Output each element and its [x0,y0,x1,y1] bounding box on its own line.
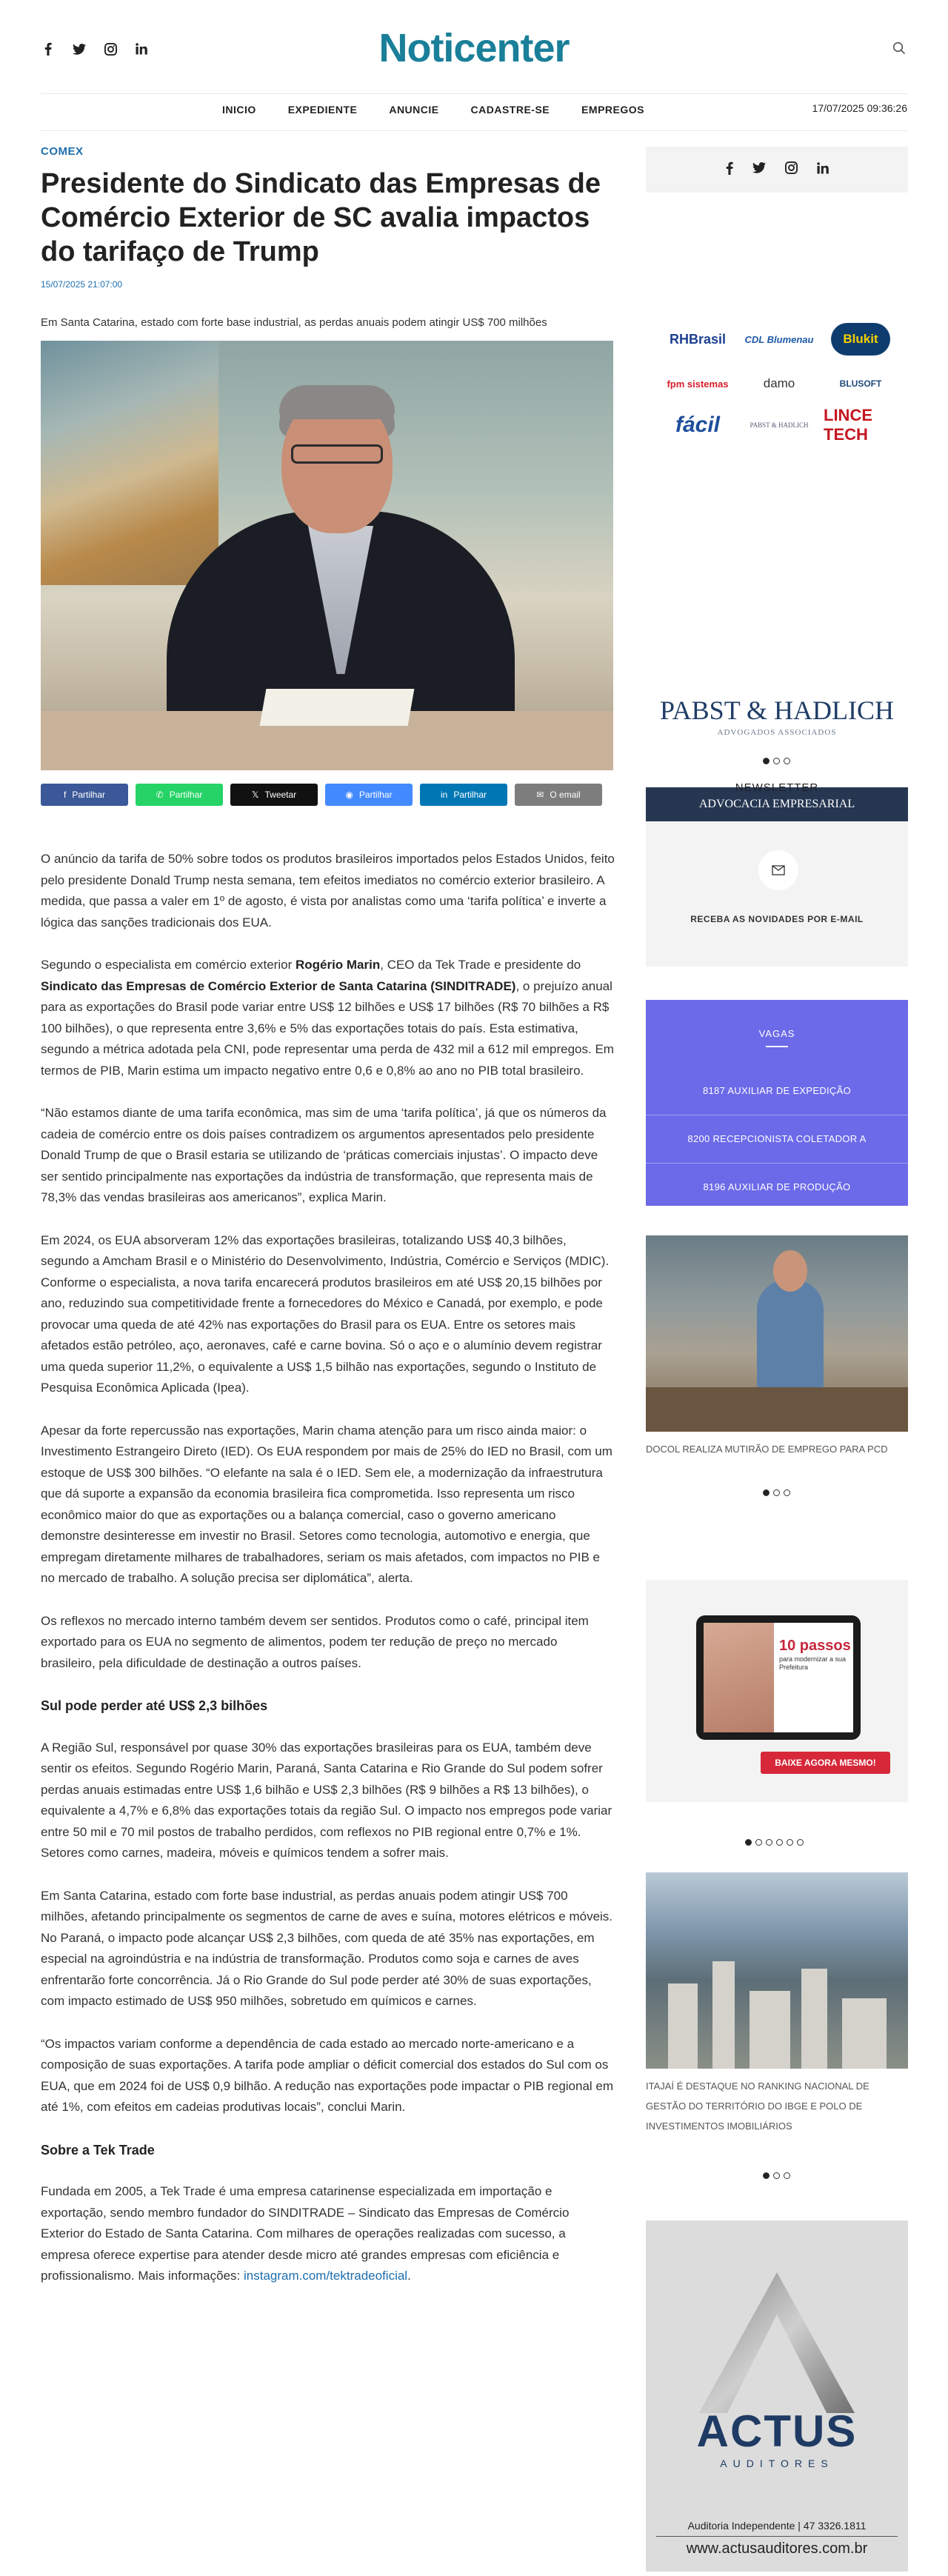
job-item[interactable]: 8200 RECEPCIONISTA COLETADOR A [687,1133,867,1144]
news-carousel-dots [763,1489,790,1496]
header-social [41,41,149,56]
prefeitura-ad-banner[interactable] [646,1580,908,1802]
share-bar [41,784,615,806]
article [41,145,615,2309]
newsletter-cta[interactable]: RECEBA AS NOVIDADES POR E-MAIL [690,914,864,924]
pabst-hadlich-banner[interactable] [646,532,908,858]
twitter-icon[interactable] [72,41,87,56]
actus-sub: AUDITORES [720,2457,834,2469]
paragraph: O anúncio da tarifa de 50% sobre todos os produtos brasileiros importados pelos Estados Unidos, feito pelo presidente Donald Trump nesta semana, tem efeitos imediatos no comércio exterior brasileiro. A medida, que passa a valer em 1º de agosto, é vista por analistas como uma ‘tarifa política’ e inverte a lógica das sanções tradicionais dos EUA. [41,852,615,930]
carousel-dot[interactable] [773,758,780,764]
x-icon: 𝕏 [251,790,259,800]
share-linkedin-button[interactable] [420,784,507,806]
pabst-banner-name: PABST & HADLICH [659,695,895,725]
share-email-button[interactable] [515,784,602,806]
pabst-banner-tagline: ADVOGADOS ASSOCIADOS [717,728,837,737]
article-category[interactable]: COMEX [41,145,84,158]
share-messenger-button[interactable] [325,784,413,806]
photo-building [842,1998,887,2069]
carousel-dot[interactable] [773,2172,780,2179]
paragraph: Em 2024, os EUA absorveram 12% das exportações brasileiras, totalizando US$ 40,3 bilhões, segundo a Amcham Brasil e o Ministério do Desenvolvimento, Indústria, Comércio e Serviços (MDIC). Conforme o especialista, a nova tarifa encarecerá produtos brasileiros em até US$ 20,15 bilhões por ano, reduzindo sua competitividade frente a fornecedores do México e Canadá, por exemplo, e pode provocar uma queda de até 42% nas exportações do Brasil para os EUA. Entre os setores mais afetados estão petróleo, aço, aeronaves, café e carne bovina. Só o aço e o alumínio devem registrar uma queda superior 11,2%, o equivalente a US$ 1,5 bilhão nas exportações, segundo o Instituto de Pesquisa Econômica Aplicada (Ipea). [41,1232,610,1395]
carousel-dot[interactable] [763,2172,770,2179]
paragraph: “Os impactos variam conforme a dependência de cada estado ao mercado norte-americano e a composição de suas exportações. A tarifa pode ampliar o déficit comercial dos estados do Sul com os EUA, que em 2024 foi de US$ 0,9 bilhão. A redução nas exportações pode impactar o PIB regional em até 1%, com efeitos em cadeias produtivas locais”, conclui Marin. [41,2036,614,2114]
ad-carousel-dots [745,1839,804,1846]
site-logo[interactable] [370,22,578,74]
share-email-label: O email [550,790,581,800]
paragraph: A Região Sul, responsável por quase 30% das exportações brasileiras para os EUA, também deve sentir os efeitos. Segundo Rogério Marin, Paraná, Santa Catarina e Rio Grande do Sul podem sofrer perdas anuais estimadas entre US$ 1,6 bilhão e US$ 2,3 bilhões (R$ 9 bilhões a R$ 13 bilhões), o equivalente a 4,7% e 6,8% das exportações totais da região Sul. O impacto nos empregos pode variar entre 50 mil e 70 mil postos de trabalho perdidos, com reflexos no PIB regional entre 0,7% e 1%. Setores como carnes, madeira, móveis e químicos tendem a sofrer mais. [41,1740,612,1860]
carousel-dot[interactable] [755,1839,762,1846]
partner-logo-fpm[interactable]: fpm sistemas [667,378,729,390]
header-datetime: 17/07/2025 09:36:26 [812,102,907,114]
ad-text: para modernizar a sua Prefeitura [779,1655,847,1671]
partner-logo-pabst[interactable]: PABST & HADLICH [750,421,809,429]
paragraph [41,955,615,1081]
linkedin-icon[interactable] [134,41,149,56]
section-heading: Sobre a Tek Trade [41,2142,155,2158]
section-heading: Sul pode perder até US$ 2,3 bilhões [41,1698,268,1713]
facebook-icon: f [63,790,67,800]
paragraph-bold: Sindicato das Empresas de Comércio Exterior de Santa Catarina (SINDITRADE) [41,978,516,993]
actus-contact: Auditoria Independente | 47 3326.1811 [687,2520,867,2532]
paragraph: “Não estamos diante de uma tarifa econômica, mas sim de uma ‘tarifa política’, já que os números da cadeia de comércio entre os dois países contradizem os argumentos apresentados pelo presidente Donald Trump de que o Brasil estaria se utilizando de ‘práticas comerciais injustas’. O impacto deve ser sentido principalmente nas exportações da indústria de transformação, que representa mais de 78,3% das vendas brasileiras aos americanos”, explica Marin. [41,1106,607,1204]
partner-logo-damo[interactable]: damo [763,376,795,390]
ad-download-button[interactable]: BAIXE AGORA MESMO! [761,1752,890,1774]
facebook-icon[interactable] [41,41,56,56]
paragraph-text: Segundo o especialista em comércio exterior [41,958,296,972]
jobs-title: VAGAS [758,1028,795,1039]
carousel-dot[interactable] [763,1489,770,1496]
news-caption-docol[interactable]: DOCOL REALIZA MUTIRÃO DE EMPREGO PARA PCD [646,1444,888,1455]
logo-text: Noticenter [378,26,570,70]
carousel-dot[interactable] [766,1839,772,1846]
banner-carousel-dots [763,758,790,764]
email-icon: ✉ [536,790,544,800]
partner-logo-blusoft[interactable]: BLUSOFT [839,378,882,389]
photo-building [712,1961,735,2069]
paragraph [41,2181,615,2287]
nav-empregos[interactable]: EMPREGOS [581,104,644,116]
paragraph-text: , o prejuízo anual para as exportações do Brasil pode variar entre US$ 12 bilhões e US$ 17 bilhões (R$ 70 bilhões a R$ 100 bilhões), o que representa entre 3,6% e 5% das exportações totais do país. Esta estimativa, segundo a métrica adotada pela CNI, pode representar uma perda de 432 mil a 612 mil empregos. Em termos de PIB, Marin estima um impacto negativo entre 0,6 e 0,8% ao ano no PIB total brasileiro. [41,978,614,1078]
article-title: Presidente do Sindicato das Empresas de Comércio Exterior de SC avalia impactos do tarifaço de Trump [41,168,601,267]
paragraph: Em Santa Catarina, estado com forte base industrial, as perdas anuais podem atingir US$ 700 milhões, afetando principalmente os segmentos de carne de aves e suína, motores elétricos e móveis. No Paraná, o impacto pode alcançar US$ 2,3 bilhões, com queda de até 35% nas exportações, em especial na agroindústria e na indústria de transformação. Produtos como soja e carnes de aves enfrentarão forte concorrência. Já o Rio Grande do Sul pode perder até 30% de suas exportações, com impacto estimado de US$ 950 milhões, sobretudo em químicos e carnes. [41,1888,613,2008]
paragraph-bold: Rogério Marin [295,958,381,972]
jobs-title-underline [766,1046,788,1047]
photo-person-glasses [291,444,383,464]
actus-auditores-ad[interactable] [646,2220,908,2572]
carousel-dot[interactable] [784,2172,790,2179]
carousel-dot[interactable] [784,758,790,764]
share-x-button[interactable] [230,784,318,806]
photo-worker-head [773,1250,807,1292]
nav-expediente[interactable]: EXPEDIENTE [287,104,358,116]
whatsapp-icon: ✆ [156,790,164,800]
article-body [41,849,615,2287]
share-messenger-label: Partilhar [358,790,393,800]
carousel-dot[interactable] [745,1839,752,1846]
article-date: 15/07/2025 21:07:00 [41,279,123,290]
news-caption-itajai[interactable]: ITAJAÍ É DESTAQUE NO RANKING NACIONAL DE GESTÃO DO TERRITÓRIO DO IBGE E POLO DE INVESTIMENTOS IMOBILIÁRIOS [646,2081,869,2132]
sidebar [646,147,908,2557]
carousel-dot[interactable] [773,1489,780,1496]
article-subtitle: Em Santa Catarina, estado com forte base industrial, as perdas anuais podem atingir US$ 700 milhões [41,316,547,329]
instagram-link[interactable]: instagram.com/tektradeoficial [243,2269,408,2283]
newsletter-heading: NEWSLETTER [735,781,819,794]
paragraph-text: Fundada em 2005, a Tek Trade é uma empresa catarinense especializada em importação e exportação, sendo membro fundador do SINDITRADE – Sindicato das Empresas de Comércio Exterior do Estado de Santa Catarina. Com milhares de operações realizadas com sucesso, a empresa oferece expertise para atender desde micro até grandes empresas com eficiência e profissionalismo. Mais informações: [41,2184,570,2283]
carousel-dot[interactable] [797,1839,804,1846]
facebook-icon[interactable] [726,161,733,178]
news-thumbnail-itajai[interactable] [646,1872,908,2069]
job-item[interactable]: 8187 AUXILIAR DE EXPEDIÇÃO [703,1085,851,1096]
photo-background-painting [41,341,218,585]
carousel-dot[interactable] [776,1839,783,1846]
partner-logo-lince[interactable]: LINCE TECH [824,406,872,444]
nav-cadastre-se[interactable]: CADASTRE-SE [470,104,550,116]
article-photo [41,341,613,770]
photo-building [750,1991,790,2069]
instagram-icon[interactable] [785,161,798,178]
nav-anuncie[interactable]: ANUNCIE [389,104,439,116]
news2-carousel-dots [763,2172,790,2179]
photo-person-hair-top [279,385,395,419]
share-facebook-label: Partilhar [72,790,106,800]
actus-name: ACTUS [696,2406,858,2456]
jobs-widget [646,1000,908,1206]
partner-logo-facil[interactable]: fácil [675,413,721,437]
share-whatsapp-label: Partilhar [169,790,203,800]
search-icon[interactable] [892,41,907,56]
twitter-icon[interactable] [752,162,766,177]
messenger-icon: ◉ [345,790,353,800]
site-header [0,0,948,133]
partner-logo-cdl[interactable]: CDL Blumenau [744,333,814,345]
carousel-dot[interactable] [784,1489,790,1496]
nav-inicio[interactable]: INICIO [222,104,256,116]
photo-building [668,1983,698,2069]
email-icon [758,850,798,890]
share-linkedin-label: Partilhar [453,790,487,800]
photo-tray [646,1387,908,1432]
newsletter-box[interactable] [646,822,908,967]
share-x-label: Tweetar [264,790,297,800]
actus-website[interactable]: www.actusauditores.com.br [686,2540,868,2557]
job-item[interactable]: 8196 AUXILIAR DE PRODUÇÃO [703,1181,851,1192]
photo-building [801,1969,827,2069]
share-whatsapp-button[interactable] [136,784,223,806]
ad-title: 10 passos [779,1638,851,1654]
share-facebook-button[interactable] [41,784,128,806]
sidebar-social [646,147,908,193]
header-divider [41,93,907,94]
partner-logo-blukit[interactable]: Blukit [831,323,890,356]
job-divider [646,1163,908,1164]
main-nav [222,104,644,116]
actus-logo-mark [699,2272,855,2413]
actus-divider [656,2536,898,2537]
linkedin-icon: in [440,790,448,800]
paragraph-text: , CEO da Tek Trade e presidente do [380,958,581,972]
carousel-dot[interactable] [763,758,770,764]
instagram-icon[interactable] [103,41,118,56]
paragraph: Os reflexos no mercado interno também devem ser sentidos. Produtos como o café, principal item exportado para os EUA no segmento de alimentos, podem ter redução de preço no mercado brasileiro, pela dificuldade de destinação a outros países. [41,1613,589,1670]
paragraph-text: . [407,2269,411,2283]
pabst-banner-bar: ADVOCACIA EMPRESARIAL [646,787,908,821]
news-thumbnail-docol[interactable] [646,1235,908,1432]
header-divider-bottom [41,130,907,131]
partner-logo-rhbrasil[interactable]: RHBrasil [669,331,727,347]
paragraph: Apesar da forte repercussão nas exportações, Marin chama atenção para um risco ainda maior: o Investimento Estrangeiro Direto (IED). Os EUA respondem por mais de 25% do IED no Brasil, com um estoque de US$ 300 bilhões. “O elefante na sala é o IED. Sem ele, a modernização da infraestrutura que dá suporte a expansão da economia brasileira fica comprometida. Isso representa um risco econômico maior do que as exportações ou a balança comercial, caso o governo americano demonstre desinteresse em investir no Brasil. Setores como tecnologia, automotivo e energia, que empregam diretamente milhares de trabalhadores, seriam os mais afetados, com impactos no PIB e no mercado de trabalho. A solução precisa ser diplomática”, alerta. [41,1423,612,1585]
tablet-photo [704,1623,774,1732]
linkedin-icon[interactable] [817,162,829,178]
carousel-dot[interactable] [787,1839,793,1846]
photo-notebook [260,689,415,726]
